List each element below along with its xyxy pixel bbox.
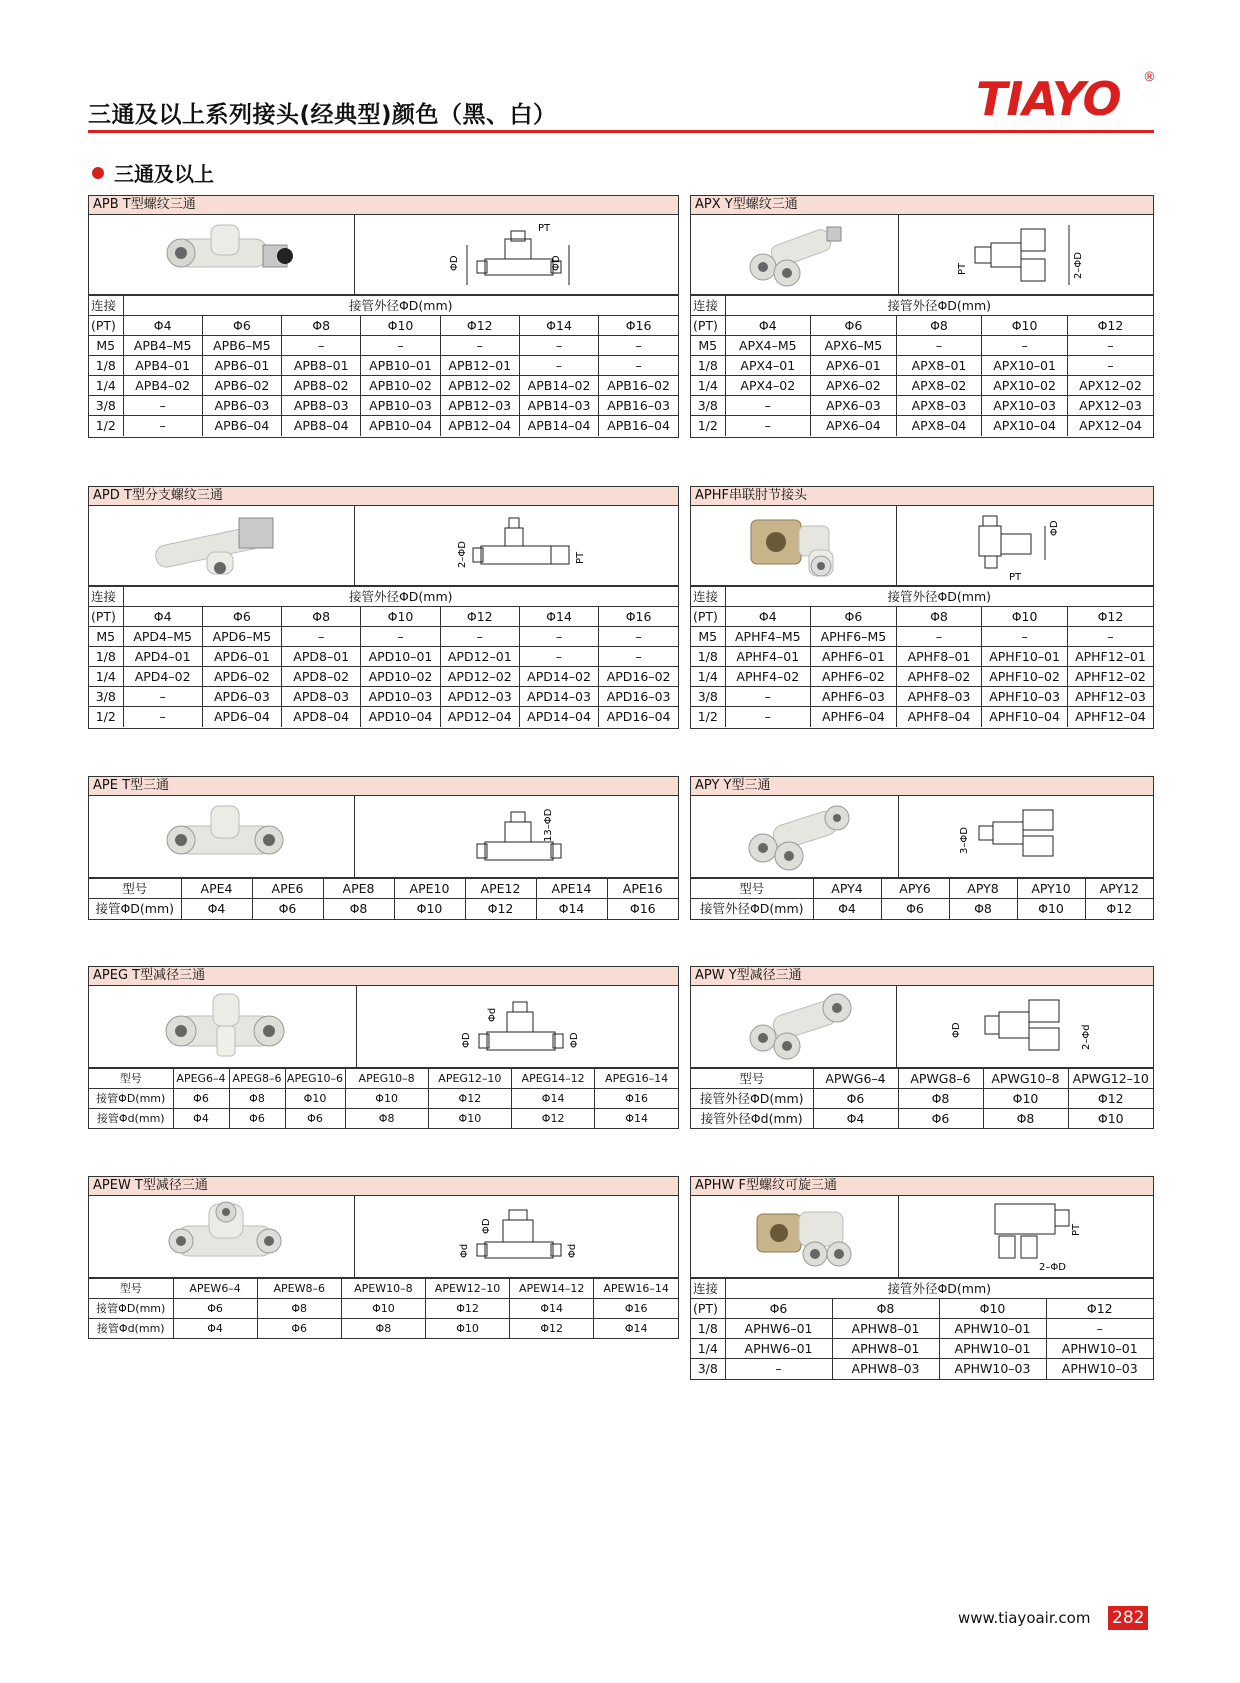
panel-apew xyxy=(88,1176,679,1339)
label-pt: (PT) xyxy=(89,607,123,627)
header-od: 接管外径ΦD(mm) xyxy=(725,1279,1153,1299)
table-row: 接管Φd(mm) Φ4 Φ6 Φ6 Φ8 Φ10 Φ12 Φ14 xyxy=(89,1109,678,1129)
product-photo xyxy=(89,1196,355,1277)
product-photo xyxy=(691,796,899,877)
registered-mark: ® xyxy=(1143,70,1156,85)
size-header: Φ10 xyxy=(982,607,1068,627)
spec-table xyxy=(89,586,678,727)
size-header: Φ10 xyxy=(361,316,440,336)
spec-table xyxy=(691,1278,1153,1379)
header-od: 接管外径ΦD(mm) xyxy=(725,296,1153,316)
table-row: 1/8 APHW6–01 APHW8–01 APHW10–01 – xyxy=(691,1319,1153,1339)
label-pt: (PT) xyxy=(691,1299,725,1319)
panel-title: APEW T型减径三通 xyxy=(89,1177,678,1196)
panel-apw xyxy=(690,966,1154,1129)
size-header: Φ12 xyxy=(1046,1299,1153,1319)
size-header: Φ4 xyxy=(725,607,811,627)
panel-apd xyxy=(88,486,679,729)
size-header: Φ4 xyxy=(725,316,811,336)
table-row: 1/8 APHF4–01 APHF6–01 APHF8–01 APHF10–01 APHF12–01 xyxy=(691,647,1153,667)
product-photo xyxy=(691,986,897,1067)
table-row: 型号 APWG6–4 APWG8–6 APWG10–8 APWG12–10 xyxy=(691,1069,1153,1089)
product-photo xyxy=(691,1196,899,1277)
size-header: Φ12 xyxy=(1067,607,1153,627)
dimension-drawing xyxy=(897,986,1153,1067)
page-title: 三通及以上系列接头(经典型)颜色（黑、白） xyxy=(88,102,557,128)
table-row: 1/8 APX4–01 APX6–01 APX8–01 APX10–01 – xyxy=(691,356,1153,376)
size-header: Φ12 xyxy=(1067,316,1153,336)
dim-label-od2: 2–ΦD xyxy=(1073,252,1084,279)
size-header: Φ14 xyxy=(519,607,598,627)
panel-title: APX Y型螺纹三通 xyxy=(691,196,1153,215)
table-row: 接管ΦD(mm) Φ4 Φ6 Φ8 Φ10 Φ12 Φ14 Φ16 xyxy=(89,899,678,919)
size-header: Φ16 xyxy=(599,607,678,627)
dim-label-pt: PT xyxy=(1071,1223,1082,1236)
panel-aphw xyxy=(690,1176,1154,1380)
size-header: Φ12 xyxy=(440,607,519,627)
dim-label-od: ΦD xyxy=(461,1032,472,1048)
panel-title: APHW F型螺纹可旋三通 xyxy=(691,1177,1153,1196)
dim-label-od: ΦD xyxy=(481,1218,492,1234)
dim-label-sd2: 2–Φd xyxy=(1081,1024,1092,1050)
table-row: 3/8 – APB6–03 APB8–03 APB10–03 APB12–03 APB14–03 APB16–03 xyxy=(89,396,678,416)
label-pt: (PT) xyxy=(691,316,725,336)
panel-aphf xyxy=(690,486,1154,729)
website-link[interactable]: www.tiayoair.com xyxy=(958,1609,1091,1627)
dim-label-pt: PT xyxy=(1009,572,1022,583)
panel-title: APB T型螺纹三通 xyxy=(89,196,678,215)
table-row: 型号 APEW6–4 APEW8–6 APEW10–8 APEW12–10 APEW14–12 APEW16–14 xyxy=(89,1279,678,1299)
size-header: Φ10 xyxy=(361,607,440,627)
dimension-drawing xyxy=(355,1196,678,1277)
spec-table xyxy=(89,1068,678,1129)
dim-label-od: ΦD xyxy=(449,255,460,271)
brand-logo xyxy=(976,70,1154,130)
spec-table xyxy=(89,878,678,919)
table-row: M5 APB4–M5 APB6–M5 – – – – – xyxy=(89,336,678,356)
size-header: Φ6 xyxy=(811,607,897,627)
size-header: Φ8 xyxy=(282,607,361,627)
size-header: Φ4 xyxy=(123,607,202,627)
table-row: 3/8 – APD6–03 APD8–03 APD10–03 APD12–03 APD14–03 APD16–03 xyxy=(89,687,678,707)
page-number: 282 xyxy=(1108,1606,1148,1630)
table-row: 1/2 – APX6–04 APX8–04 APX10–04 APX12–04 xyxy=(691,416,1153,436)
size-header: Φ8 xyxy=(896,316,982,336)
table-row: 型号 APE4 APE6 APE8 APE10 APE12 APE14 APE16 xyxy=(89,879,678,899)
label-pt: (PT) xyxy=(89,316,123,336)
product-photo xyxy=(89,215,355,294)
size-header: Φ8 xyxy=(896,607,982,627)
product-photo xyxy=(691,506,897,585)
spec-table xyxy=(691,295,1153,436)
size-header: Φ6 xyxy=(811,316,897,336)
table-row: 1/8 APD4–01 APD6–01 APD8–01 APD10–01 APD12–01 – – xyxy=(89,647,678,667)
dim-label-sd: Φd xyxy=(487,1007,498,1022)
label-connect: 连接 xyxy=(691,1279,725,1299)
spec-table xyxy=(691,1068,1153,1129)
table-row: 1/2 – APD6–04 APD8–04 APD10–04 APD12–04 APD14–04 APD16–04 xyxy=(89,707,678,727)
section-heading xyxy=(92,158,214,187)
dimension-drawing xyxy=(897,506,1153,585)
size-header: Φ8 xyxy=(282,316,361,336)
size-header: Φ6 xyxy=(202,316,281,336)
table-row: 型号 APEG6–4 APEG8–6 APEG10–6 APEG10–8 APEG12–10 APEG14–12 APEG16–14 xyxy=(89,1069,678,1089)
panel-title: APY Y型三通 xyxy=(691,777,1153,796)
size-header: Φ6 xyxy=(202,607,281,627)
dim-label-pt: PT xyxy=(575,551,586,564)
table-row: 接管外径ΦD(mm) Φ4 Φ6 Φ8 Φ10 Φ12 xyxy=(691,899,1153,919)
label-connect: 连接 xyxy=(89,296,123,316)
table-row: M5 APHF4–M5 APHF6–M5 – – – xyxy=(691,627,1153,647)
table-row: 3/8 – APHW8–03 APHW10–03 APHW10–03 xyxy=(691,1359,1153,1379)
header-od: 接管外径ΦD(mm) xyxy=(123,587,678,607)
dim-label-pt: PT xyxy=(957,262,968,275)
table-row: 1/4 APHW6–01 APHW8–01 APHW10–01 APHW10–01 xyxy=(691,1339,1153,1359)
dimension-drawing xyxy=(899,215,1153,294)
table-row: 1/2 – APHF6–04 APHF8–04 APHF10–04 APHF12–04 xyxy=(691,707,1153,727)
table-row: 3/8 – APX6–03 APX8–03 APX10–03 APX12–03 xyxy=(691,396,1153,416)
product-photo xyxy=(89,986,357,1067)
table-row: 3/8 – APHF6–03 APHF8–03 APHF10–03 APHF12–03 xyxy=(691,687,1153,707)
panel-title: APE T型三通 xyxy=(89,777,678,796)
header-od: 接管外径ΦD(mm) xyxy=(123,296,678,316)
table-row: 1/4 APHF4–02 APHF6–02 APHF8–02 APHF10–02 APHF12–02 xyxy=(691,667,1153,687)
product-photo xyxy=(691,215,899,294)
dimension-drawing xyxy=(899,1196,1153,1277)
panel-apx xyxy=(690,195,1154,438)
table-row: 1/4 APB4–02 APB6–02 APB8–02 APB10–02 APB12–02 APB14–02 APB16–02 xyxy=(89,376,678,396)
table-row: 接管ΦD(mm) Φ6 Φ8 Φ10 Φ12 Φ14 Φ16 xyxy=(89,1299,678,1319)
label-connect: 连接 xyxy=(691,587,725,607)
header-od: 接管外径ΦD(mm) xyxy=(725,587,1153,607)
size-header: Φ4 xyxy=(123,316,202,336)
dimension-drawing xyxy=(355,796,678,877)
dim-label-od2: 2–ΦD xyxy=(457,541,468,568)
panel-title: APD T型分支螺纹三通 xyxy=(89,487,678,506)
table-row: 接管Φd(mm) Φ4 Φ6 Φ8 Φ10 Φ12 Φ14 xyxy=(89,1319,678,1339)
label-pt: (PT) xyxy=(691,607,725,627)
dim-label-sd: Φd xyxy=(459,1243,470,1258)
size-header: Φ10 xyxy=(982,316,1068,336)
panel-ape xyxy=(88,776,679,920)
panel-apy xyxy=(690,776,1154,920)
dim-label-od3: 3–ΦD xyxy=(959,827,970,854)
header-rule xyxy=(88,130,1154,133)
spec-table xyxy=(691,878,1153,919)
table-row: M5 APD4–M5 APD6–M5 – – – – – xyxy=(89,627,678,647)
table-row: 1/8 APB4–01 APB6–01 APB8–01 APB10–01 APB12–01 – – xyxy=(89,356,678,376)
spec-table xyxy=(691,586,1153,727)
size-header: Φ6 xyxy=(725,1299,832,1319)
dimension-drawing xyxy=(355,506,678,585)
size-header: Φ14 xyxy=(519,316,598,336)
size-header: Φ8 xyxy=(832,1299,939,1319)
dim-label-sd: Φd xyxy=(567,1243,578,1258)
size-header: Φ12 xyxy=(440,316,519,336)
dim-label-od: ΦD xyxy=(551,255,562,271)
dim-label-od: ΦD xyxy=(951,1022,962,1038)
product-photo xyxy=(89,506,355,585)
spec-table xyxy=(89,295,678,436)
panel-apeg xyxy=(88,966,679,1129)
size-header: Φ16 xyxy=(599,316,678,336)
panel-apb xyxy=(88,195,679,438)
dimension-drawing xyxy=(899,796,1153,877)
table-row: 接管外径Φd(mm) Φ4 Φ6 Φ8 Φ10 xyxy=(691,1109,1153,1129)
table-row: 1/4 APD4–02 APD6–02 APD8–02 APD10–02 APD12–02 APD14–02 APD16–02 xyxy=(89,667,678,687)
table-row: 1/4 APX4–02 APX6–02 APX8–02 APX10–02 APX12–02 xyxy=(691,376,1153,396)
dim-label-od: ΦD xyxy=(1049,520,1060,536)
table-row: 型号 APY4 APY6 APY8 APY10 APY12 xyxy=(691,879,1153,899)
table-row: 1/2 – APB6–04 APB8–04 APB10–04 APB12–04 APB14–04 APB16–04 xyxy=(89,416,678,436)
panel-title: APW Y型减径三通 xyxy=(691,967,1153,986)
bullet-icon xyxy=(92,167,104,179)
dimension-drawing xyxy=(357,986,678,1067)
label-connect: 连接 xyxy=(89,587,123,607)
dimension-drawing xyxy=(355,215,678,294)
table-row: M5 APX4–M5 APX6–M5 – – – xyxy=(691,336,1153,356)
label-connect: 连接 xyxy=(691,296,725,316)
size-header: Φ10 xyxy=(939,1299,1046,1319)
section-label: 三通及以上 xyxy=(114,162,214,186)
dim-label-od: ΦD xyxy=(569,1032,580,1048)
product-photo xyxy=(89,796,355,877)
spec-table xyxy=(89,1278,678,1339)
logo-text: TIAYO xyxy=(976,72,1121,126)
dim-label-od2: 2–ΦD xyxy=(1039,1262,1066,1273)
table-row: 接管ΦD(mm) Φ6 Φ8 Φ10 Φ10 Φ12 Φ14 Φ16 xyxy=(89,1089,678,1109)
dim-label-od3: 13–ΦD xyxy=(543,808,554,842)
dim-label-pt: PT xyxy=(538,223,551,234)
table-row: 接管外径ΦD(mm) Φ6 Φ8 Φ10 Φ12 xyxy=(691,1089,1153,1109)
panel-title: APEG T型减径三通 xyxy=(89,967,678,986)
panel-title: APHF串联肘节接头 xyxy=(691,487,1153,506)
